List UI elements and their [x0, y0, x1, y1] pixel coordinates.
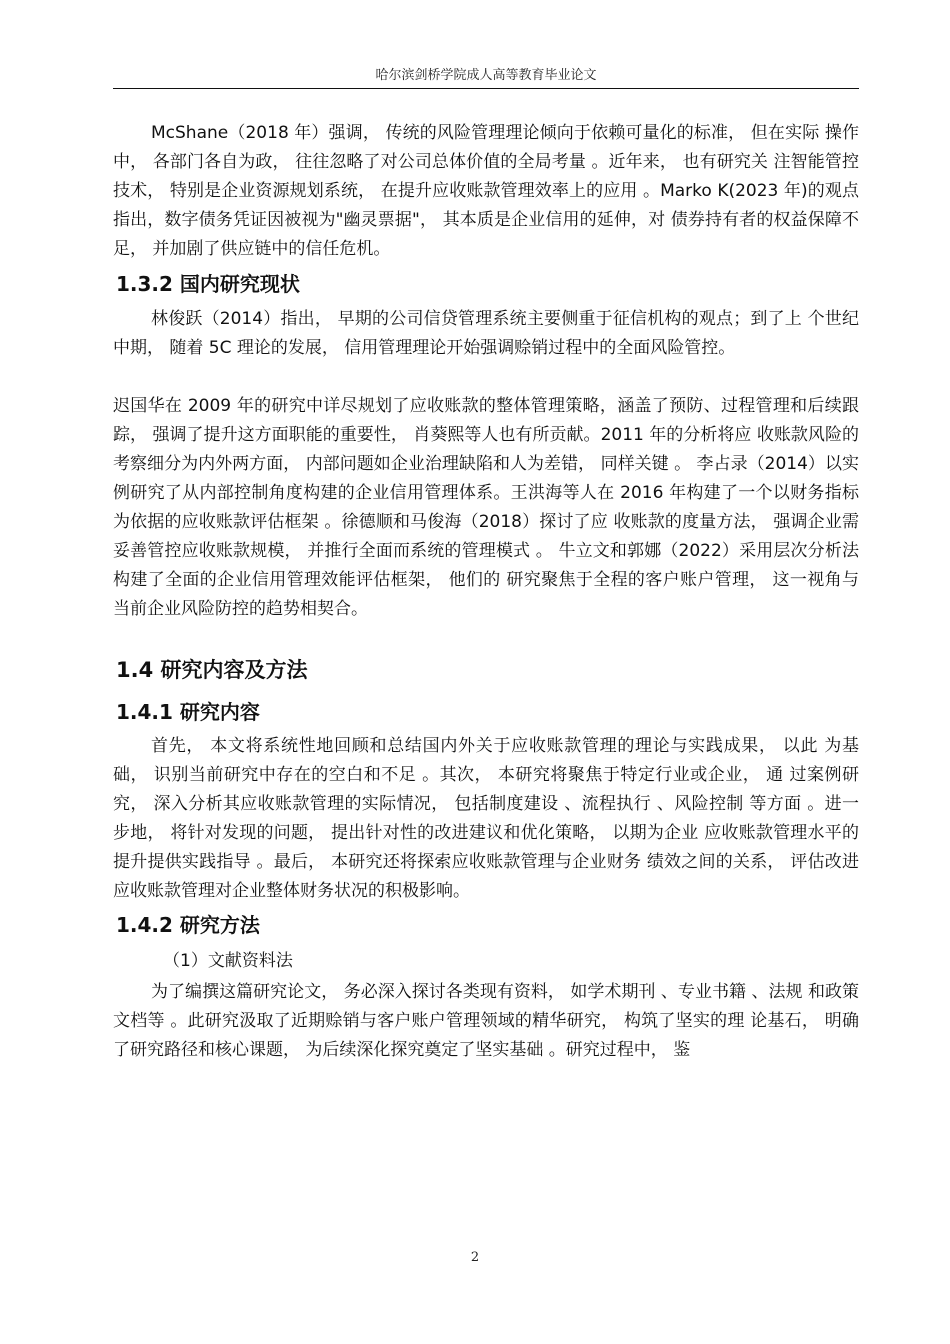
subheading-literature-method: （1）文献资料法: [163, 951, 293, 971]
page-number: 2: [470, 1250, 480, 1265]
paragraph-research-method: 为了编撰这篇研究论文， 务必深入探讨各类现有资料， 如学术期刊 、专业书籍 、法规 和政策文档等 。此研究汲取了近期赊销与客户账户管理领域的精华研究， 构筑了坚实的理 论基石， 明确了研究路径和核心课题， 为后续深化探究奠定了坚实基础 。研究过程中， 鉴: [113, 982, 859, 1060]
heading-1-4-1: 1.4.1 研究内容: [116, 700, 260, 724]
paragraph-foreign-research: McShane（2018 年）强调， 传统的风险管理理论倾向于依赖可量化的标准， 但在实际 操作中， 各部门各自为政， 往往忽略了对公司总体价值的全局考量 。近年来， 也有研究关 注智能管控技术， 特别是企业资源规划系统， 在提升应收账款管理效率上的应用 。Marko K(2023 年)的观点指出，数字债务凭证因被视为"幽灵票据"， 其本质是企业信用的延伸，对 债券持有者的权益保障不足， 并加剧了供应链中的信任危机。: [113, 123, 859, 259]
heading-1-3-2: 1.3.2 国内研究现状: [116, 272, 300, 296]
header-divider: [113, 88, 859, 89]
paragraph-research-content: 首先， 本文将系统性地回顾和总结国内外关于应收账款管理的理论与实践成果， 以此 为基础， 识别当前研究中存在的空白和不足 。其次， 本研究将聚焦于特定行业或企业， 通 过案例研究， 深入分析其应收账款管理的实际情况， 包括制度建设 、流程执行 、风险控制 等方面 。进一步地， 将针对发现的问题， 提出针对性的改进建议和优化策略， 以期为企业 应收账款管理水平的提升提供实践指导 。最后， 本研究还将探索应收账款管理与企业财务 绩效之间的关系， 评估改进应收账款管理对企业整体财务状况的积极影响。: [113, 736, 859, 901]
page-header: 哈尔滨剑桥学院成人高等教育毕业论文: [375, 68, 597, 83]
heading-1-4-2: 1.4.2 研究方法: [116, 913, 260, 937]
paragraph-domestic-research: 迟国华在 2009 年的研究中详尽规划了应收账款的整体管理策略，涵盖了预防、过程管理和后续跟踪， 强调了提升这方面职能的重要性， 肖葵熙等人也有所贡献。2011 年的分析将应 收账款风险的考察细分为内外两方面， 内部问题如企业治理缺陷和人为差错， 同样关键 。 李占录（2014）以实例研究了从内部控制角度构建的企业信用管理体系。王洪海等人在 2016 年构建了一个以财务指标为依据的应收账款评估框架 。徐德顺和马俊海（2018）探讨了应 收账款的度量方法， 强调企业需妥善管控应收账款规模， 并推行全面而系统的管理模式 。 牛立文和郭娜（2022）采用层次分析法构建了全面的企业信用管理效能评估框架， 他们的 研究聚焦于全程的客户账户管理， 这一视角与当前企业风险防控的趋势相契合。: [113, 396, 859, 619]
heading-1-4: 1.4 研究内容及方法: [116, 658, 308, 682]
paragraph-domestic-intro: 林俊跃（2014）指出， 早期的公司信贷管理系统主要侧重于征信机构的观点；到了上 个世纪中期， 随着 5C 理论的发展， 信用管理理论开始强调赊销过程中的全面风险管控。: [113, 309, 859, 358]
